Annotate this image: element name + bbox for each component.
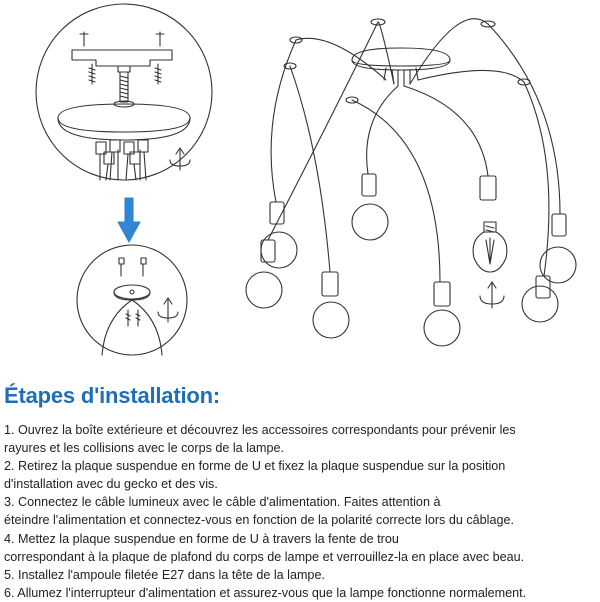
step-line: 1. Ouvrez la boîte extérieure et découvrez les accessoires correspondants pour prévenir les <box>4 423 516 437</box>
step-line: rayures et les collisions avec le corps de la lampe. <box>4 441 284 456</box>
chandelier-canopy <box>352 48 450 70</box>
step-line: correspondant à la plaque de plafond du corps de lampe et verrouillez-la en place avec beau. <box>4 549 525 564</box>
installation-heading: Étapes d'installation: <box>4 383 220 408</box>
down-arrow-icon <box>118 198 140 242</box>
installation-steps <box>4 421 598 602</box>
ceiling-mount-detail <box>36 4 212 180</box>
step-line: 5. Installez l'ampoule filetée E27 dans la tête de la lampe. <box>4 567 325 582</box>
step-line: 4. Mettez la plaque suspendue en forme de U à travers la fente de trou <box>4 531 399 546</box>
step-line: d'installation avec du gecko et des vis. <box>4 477 218 492</box>
step-line: 2. Retirez la plaque suspendue en forme de U et fixez la plaque suspendue sur la position <box>4 459 506 474</box>
bulb-icon <box>473 222 507 272</box>
screw-icon <box>126 310 140 326</box>
step-line: 6. Allumez l'interrupteur d'alimentation et assurez-vous que la lampe fonctionne normalement. <box>4 585 527 600</box>
cord-grips <box>96 140 148 180</box>
step-line: éteindre l'alimentation et connectez-vous en fonction de la polarité correcte lors du câblage. <box>4 513 514 528</box>
rotate-arrow-icon <box>480 282 504 308</box>
screw-icon <box>119 258 146 276</box>
bulb-icon <box>246 174 576 346</box>
rotate-arrow-icon <box>158 298 178 322</box>
canopy-install-detail <box>77 245 187 355</box>
ceiling-canopy <box>58 104 190 140</box>
u-mounting-plate <box>72 50 172 66</box>
chandelier-illustration <box>246 19 576 346</box>
ceiling-hooks <box>284 19 530 103</box>
rotate-arrow-icon <box>170 148 190 170</box>
step-line: 3. Connectez le câble lumineux avec le câble d'alimentation. Faites attention à <box>4 495 441 510</box>
